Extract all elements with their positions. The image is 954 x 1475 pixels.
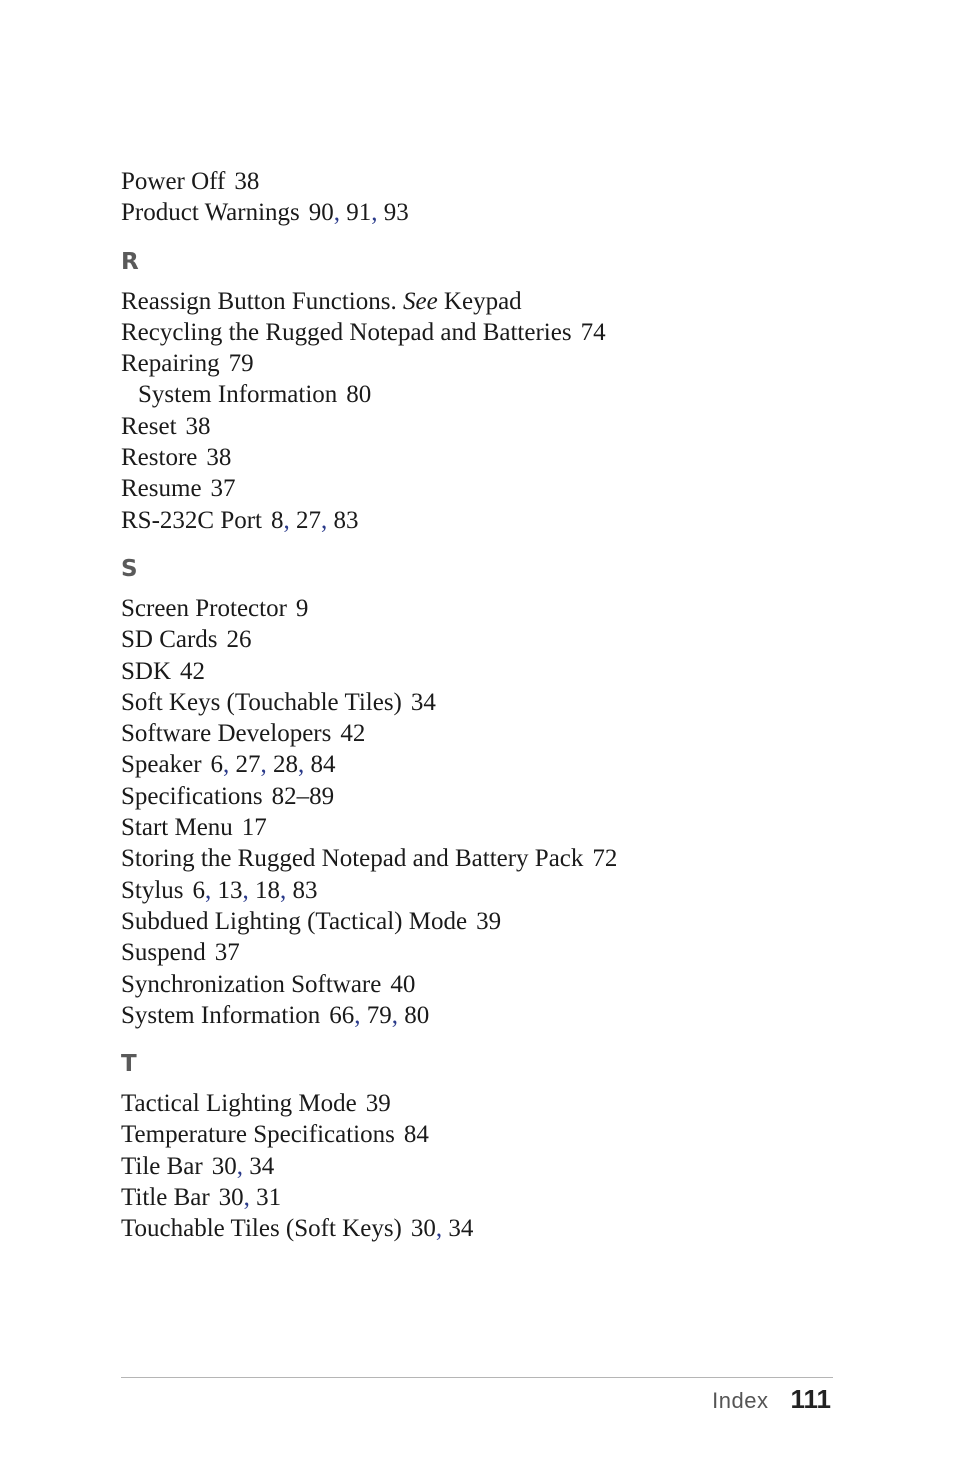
page-references bbox=[411, 1215, 474, 1242]
index-term: Soft Keys (Touchable Tiles) bbox=[121, 688, 402, 716]
index-term: Storing the Rugged Notepad and Battery Pack bbox=[121, 845, 584, 873]
page-references bbox=[234, 168, 259, 195]
index-entry bbox=[121, 906, 833, 937]
page-number: 80 bbox=[404, 1001, 430, 1029]
index-entry bbox=[121, 593, 833, 624]
page-references bbox=[212, 1153, 275, 1180]
page-number: 34 bbox=[249, 1152, 275, 1180]
page-references bbox=[242, 814, 267, 841]
index-term: Start Menu bbox=[121, 814, 233, 842]
page-separator: , bbox=[243, 1184, 257, 1212]
page-number: 34 bbox=[410, 688, 436, 716]
index-term: Stylus bbox=[121, 876, 184, 904]
page-references bbox=[211, 475, 236, 502]
page-number: 39 bbox=[365, 1090, 391, 1118]
index-term: Tile Bar bbox=[121, 1152, 203, 1180]
page-references bbox=[592, 845, 617, 872]
page-number: 13 bbox=[217, 876, 243, 904]
page-references bbox=[390, 971, 415, 998]
page-number: 66 bbox=[329, 1001, 355, 1029]
index-content bbox=[121, 166, 833, 1245]
page-separator: , bbox=[333, 199, 347, 227]
page-references bbox=[476, 908, 501, 935]
index-term: Temperature Specifications bbox=[121, 1121, 395, 1149]
index-term: Restore bbox=[121, 444, 198, 472]
page-separator: , bbox=[223, 751, 236, 779]
page-references bbox=[219, 1184, 282, 1211]
page-separator: , bbox=[236, 1152, 250, 1180]
index-entry bbox=[121, 473, 833, 504]
page-number: 37 bbox=[210, 475, 236, 503]
index-entry bbox=[121, 969, 833, 1000]
index-entry bbox=[121, 1119, 833, 1150]
page-references bbox=[271, 507, 359, 534]
page-number: 79 bbox=[366, 1001, 392, 1029]
page-separator: , bbox=[205, 876, 218, 904]
index-term: SD Cards bbox=[121, 626, 218, 654]
page-number: 18 bbox=[255, 876, 281, 904]
page-separator: , bbox=[321, 506, 334, 534]
index-entry bbox=[121, 442, 833, 473]
page-references bbox=[272, 783, 335, 810]
index-term: Touchable Tiles (Soft Keys) bbox=[121, 1215, 402, 1243]
page-number: 42 bbox=[340, 720, 366, 748]
page-references bbox=[193, 877, 318, 904]
index-entry bbox=[121, 166, 833, 197]
page-number: 9 bbox=[295, 594, 309, 622]
page-separator: , bbox=[242, 876, 256, 904]
page-number: 38 bbox=[234, 168, 260, 195]
index-entry bbox=[121, 411, 833, 442]
index-term: System Information bbox=[121, 1001, 321, 1029]
page-separator: , bbox=[260, 751, 274, 779]
index-term: Reset bbox=[121, 412, 177, 440]
page-number: 42 bbox=[180, 657, 206, 685]
index-entry bbox=[121, 843, 833, 874]
page-references bbox=[404, 1121, 429, 1148]
section-letter: S bbox=[121, 555, 138, 582]
page-references bbox=[340, 720, 365, 747]
index-entry bbox=[121, 286, 833, 317]
page-separator: , bbox=[280, 876, 293, 904]
page-references bbox=[329, 1002, 429, 1029]
page-number: 26 bbox=[226, 626, 252, 654]
page-references bbox=[366, 1090, 391, 1117]
index-term: Software Developers bbox=[121, 720, 332, 748]
index-entry bbox=[121, 317, 833, 348]
index-term: Repairing bbox=[121, 350, 220, 378]
page-number: 79 bbox=[228, 350, 254, 378]
page-number: 28 bbox=[273, 751, 299, 779]
index-term: RS-232C Port bbox=[121, 506, 263, 534]
see-punctuation: . bbox=[390, 287, 403, 315]
page-references bbox=[180, 658, 205, 685]
page-number: 31 bbox=[256, 1184, 282, 1212]
index-term: Product Warnings bbox=[121, 199, 300, 227]
page-references bbox=[227, 626, 252, 653]
index-entry bbox=[121, 348, 833, 379]
page-number: 30 bbox=[410, 1215, 436, 1243]
page-references bbox=[211, 751, 336, 778]
page-number: 80 bbox=[346, 381, 372, 409]
see-target: Keypad bbox=[437, 287, 522, 315]
page-number: 37 bbox=[214, 939, 240, 967]
index-entry bbox=[121, 781, 833, 812]
index-term: Subdued Lighting (Tactical) Mode bbox=[121, 907, 468, 935]
page-number: 40 bbox=[390, 970, 416, 998]
page-separator: , bbox=[283, 506, 297, 534]
index-entry bbox=[121, 812, 833, 843]
index-term: Resume bbox=[121, 475, 202, 503]
page-number: 39 bbox=[476, 907, 502, 935]
page-number: 72 bbox=[592, 845, 618, 873]
page-number: 6 bbox=[210, 751, 224, 779]
index-entry bbox=[121, 749, 833, 780]
page-number: 27 bbox=[235, 751, 261, 779]
page-references bbox=[309, 199, 409, 226]
index-term: System Information bbox=[138, 381, 338, 409]
index-term: Specifications bbox=[121, 782, 263, 810]
page-number: 30 bbox=[211, 1152, 237, 1180]
page-references bbox=[346, 381, 371, 408]
index-entry bbox=[121, 1088, 833, 1119]
index-term: Screen Protector bbox=[121, 594, 287, 622]
index-entry bbox=[121, 875, 833, 906]
index-entry bbox=[121, 1000, 833, 1031]
index-term: Suspend bbox=[121, 939, 206, 967]
index-entry bbox=[121, 1213, 833, 1244]
index-term: Reassign Button Functions bbox=[121, 287, 391, 315]
see-reference: See bbox=[402, 287, 438, 315]
page-number: 27 bbox=[296, 506, 322, 534]
page-number: 84 bbox=[310, 751, 336, 779]
footer-rule bbox=[121, 1377, 833, 1378]
page-references bbox=[215, 939, 240, 966]
page-references bbox=[411, 689, 436, 716]
page-number: 17 bbox=[241, 814, 267, 842]
page-separator: , bbox=[371, 199, 384, 227]
page-number: 38 bbox=[206, 444, 232, 472]
index-entry bbox=[121, 505, 833, 536]
page-separator: , bbox=[435, 1215, 449, 1243]
index-entry bbox=[121, 718, 833, 749]
page-number: 30 bbox=[218, 1184, 244, 1212]
page-separator: , bbox=[354, 1001, 367, 1029]
index-term: Synchronization Software bbox=[121, 970, 382, 998]
page-footer bbox=[712, 1384, 831, 1415]
page-separator: , bbox=[298, 751, 311, 779]
page-number: 8 bbox=[271, 506, 284, 534]
index-entry bbox=[121, 1151, 833, 1182]
page-number: 82–89 bbox=[271, 782, 335, 810]
section-letter: T bbox=[121, 1051, 137, 1078]
index-term: SDK bbox=[121, 657, 172, 685]
index-term: Tactical Lighting Mode bbox=[121, 1090, 357, 1118]
page-number: 90 bbox=[308, 199, 334, 227]
page-references bbox=[206, 444, 231, 471]
page-number: 84 bbox=[403, 1121, 429, 1149]
index-entry bbox=[121, 656, 833, 687]
index-entry bbox=[121, 197, 833, 228]
index-term: Recycling the Rugged Notepad and Batteries bbox=[121, 318, 572, 346]
section-letter: R bbox=[121, 248, 139, 275]
page-references bbox=[296, 595, 309, 622]
page-number: 38 bbox=[185, 412, 211, 440]
page-number: 93 bbox=[383, 199, 409, 227]
index-term: Title Bar bbox=[121, 1184, 210, 1212]
index-entry bbox=[121, 624, 833, 655]
page-number: 91 bbox=[346, 199, 372, 227]
page-references bbox=[229, 350, 254, 377]
index-entry bbox=[121, 937, 833, 968]
page-number: 6 bbox=[192, 876, 206, 904]
page-number: 83 bbox=[292, 876, 318, 904]
index-term: Power Off bbox=[121, 168, 226, 195]
index-entry bbox=[121, 1182, 833, 1213]
page-number: 74 bbox=[580, 318, 606, 346]
page-number: 34 bbox=[448, 1215, 474, 1243]
index-subentry bbox=[121, 379, 833, 410]
page-references bbox=[581, 319, 606, 346]
page-separator: , bbox=[391, 1001, 405, 1029]
footer-section-label: Index bbox=[712, 1388, 769, 1413]
index-term: Speaker bbox=[121, 751, 202, 779]
footer-page-number: 111 bbox=[790, 1384, 831, 1414]
page-references bbox=[186, 413, 211, 440]
index-entry bbox=[121, 687, 833, 718]
page-number: 83 bbox=[333, 506, 359, 534]
